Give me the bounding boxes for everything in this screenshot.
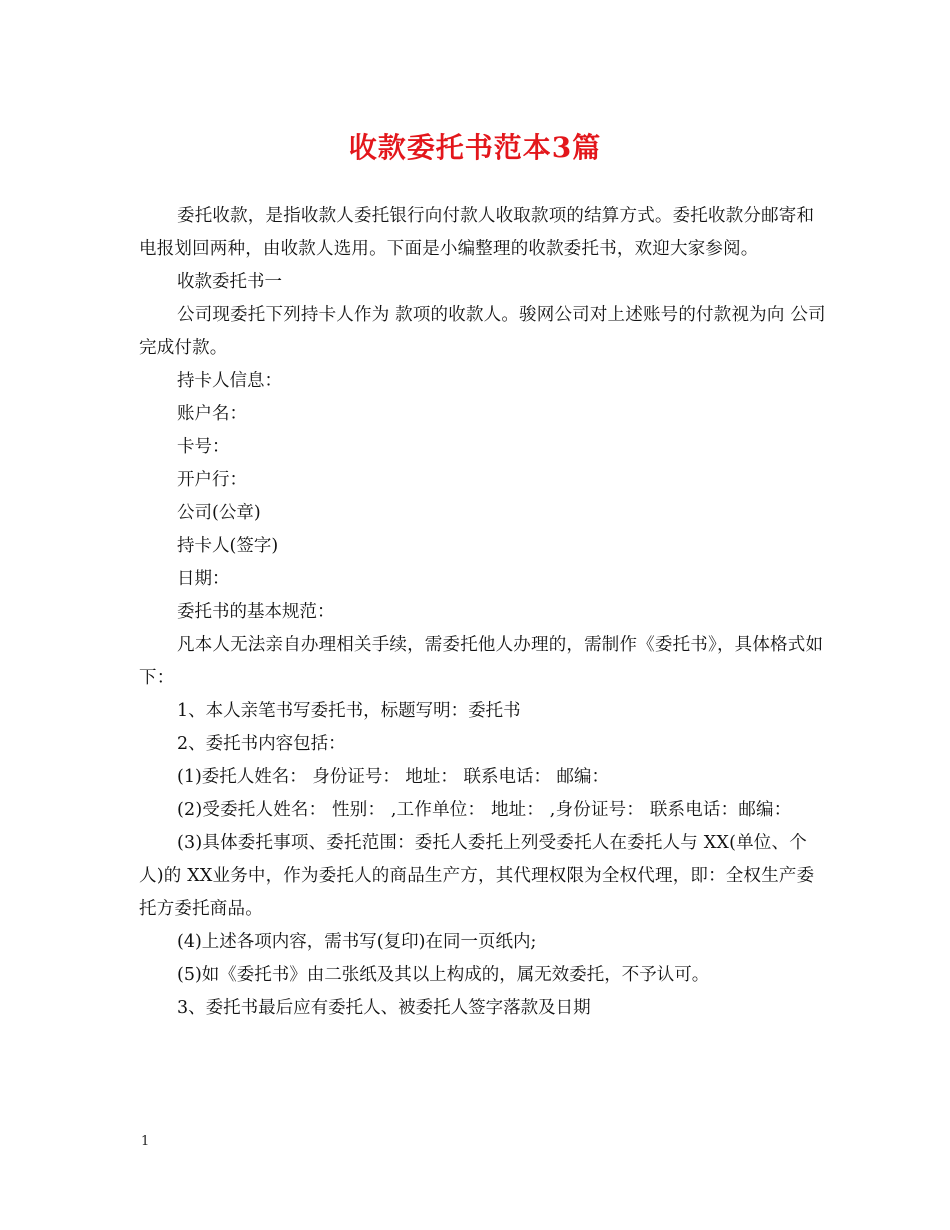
cardholder-info-label: 持卡人信息： [177, 371, 282, 391]
page-number: 1 [141, 1134, 150, 1149]
rule-subitem-5: (5)如《委托书》由二张纸及其以上构成的，属无效委托，不予认可。 [177, 965, 710, 985]
company-seal-field: 公司(公章) [177, 503, 261, 523]
rule-item-1: 1、本人亲笔书写委托书，标题写明：委托书 [177, 701, 521, 721]
rules-intro-paragraph: 凡本人无法亲自办理相关手续，需委托他人办理的，需制作《委托书》，具体格式如下： [139, 635, 824, 688]
section-heading: 收款委托书一 [177, 272, 282, 292]
rule-subitem-1: (1)委托人姓名： 身份证号： 地址： 联系电话： 邮编： [177, 767, 610, 787]
card-number-field: 卡号： [177, 437, 230, 457]
cardholder-signature-field: 持卡人(签字) [177, 536, 279, 556]
rule-subitem-2: (2)受委托人姓名： 性别： ,工作单位： 地址： ,身份证号： 联系电话：邮编： [177, 800, 792, 820]
date-field: 日期： [177, 569, 230, 589]
rule-subitem-3: (3)具体委托事项、委托范围：委托人委托上列受委托人在委托人与 XX(单位、个人)的 XX业务中，作为委托人的商品生产方，其代理权限为全权代理，即：全权生产委托方委托商品。 [139, 833, 815, 919]
account-name-field: 账户名： [177, 404, 247, 424]
rule-subitem-4: (4)上述各项内容，需书写(复印)在同一页纸内; [177, 932, 537, 952]
intro-paragraph: 委托收款，是指收款人委托银行向付款人收取款项的结算方式。委托收款分邮寄和电报划回两种，由收款人选用。下面是小编整理的收款委托书，欢迎大家参阅。 [139, 206, 815, 259]
document-title: 收款委托书范本3篇 [348, 131, 602, 164]
basic-rules-heading: 委托书的基本规范： [177, 602, 335, 622]
document-body [139, 200, 829, 1025]
bank-field: 开户行： [177, 470, 247, 490]
rule-item-2: 2、委托书内容包括： [177, 734, 346, 754]
authorization-paragraph: 公司现委托下列持卡人作为 款项的收款人。骏网公司对上述账号的付款视为向 公司完成付款。 [139, 305, 826, 358]
rule-item-3: 3、委托书最后应有委托人、被委托人签字落款及日期 [177, 998, 591, 1018]
